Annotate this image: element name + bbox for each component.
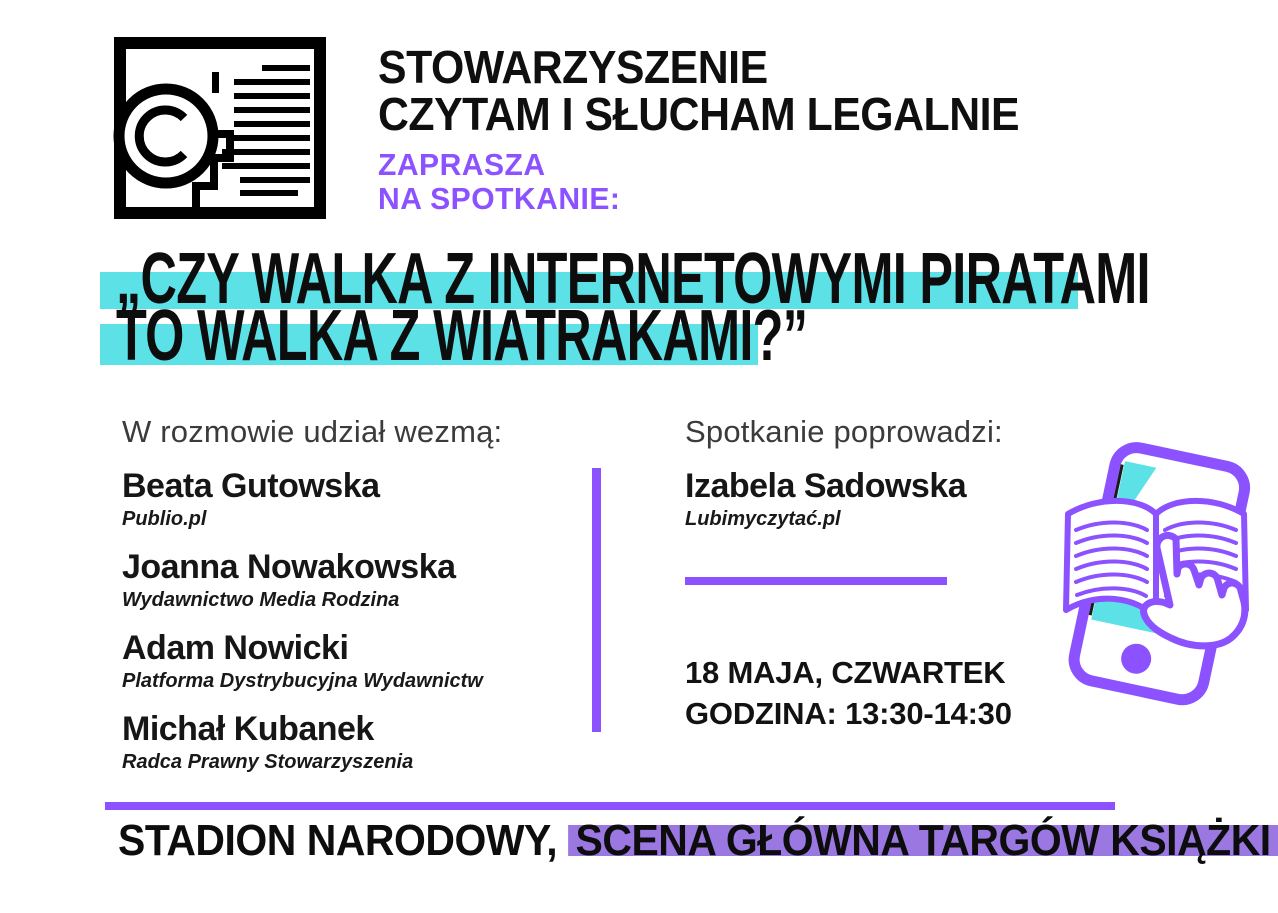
panelist-affiliation: Platforma Dystrybucyjna Wydawnictw	[122, 670, 483, 692]
invitation-line2: NA SPOTKANIE:	[378, 181, 621, 216]
vertical-divider	[592, 468, 601, 732]
organization-name	[378, 41, 1020, 140]
panelist-affiliation: Radca Prawny Stowarzyszenia	[122, 751, 414, 773]
venue-line	[118, 816, 1278, 865]
panelist-affiliation: Publio.pl	[122, 508, 207, 530]
venue-highlighted-text: SCENA GŁÓWNA TARGÓW KSIĄŻKI	[568, 825, 1278, 856]
organization-name-line2: CZYTAM I SŁUCHAM LEGALNIE	[378, 88, 1020, 140]
panelist-item	[122, 709, 592, 775]
event-title-line1: „CZY WALKA Z INTERNETOWYMI PIRATAMI	[116, 239, 1150, 319]
panelists-section	[122, 414, 592, 790]
event-date: 18 MAJA, CZWARTEK	[685, 655, 1006, 690]
panelist-name: Joanna Nowakowska	[122, 548, 456, 586]
panelist-name: Michał Kubanek	[122, 710, 374, 748]
invitation-text	[378, 148, 620, 216]
event-datetime	[685, 652, 1012, 734]
ereader-tablet-open-book-hand-icon	[1036, 440, 1278, 712]
event-title-line2: TO WALKA Z WIATRAKAMI?”	[116, 296, 808, 376]
panelist-item	[122, 466, 592, 532]
organization-name-line1: STOWARZYSZENIE	[378, 41, 768, 93]
panelists-heading: W rozmowie udział wezmą:	[122, 414, 503, 449]
horizontal-divider	[685, 577, 947, 585]
venue-plain-text: STADION NARODOWY,	[118, 816, 558, 865]
panelist-item	[122, 547, 592, 613]
footer-accent-bar	[105, 802, 1115, 810]
moderator-affiliation: Lubimyczytać.pl	[685, 508, 841, 530]
copyright-document-logo-icon	[112, 36, 328, 220]
panelist-item	[122, 628, 592, 694]
moderator-heading: Spotkanie poprowadzi:	[685, 414, 1003, 449]
invitation-line1: ZAPRASZA	[378, 147, 546, 182]
event-time: GODZINA: 13:30-14:30	[685, 696, 1012, 731]
moderator-section	[685, 414, 1045, 532]
moderator-name: Izabela Sadowska	[685, 467, 967, 505]
panelist-affiliation: Wydawnictwo Media Rodzina	[122, 589, 400, 611]
panelist-name: Adam Nowicki	[122, 629, 349, 667]
panelist-name: Beata Gutowska	[122, 467, 380, 505]
